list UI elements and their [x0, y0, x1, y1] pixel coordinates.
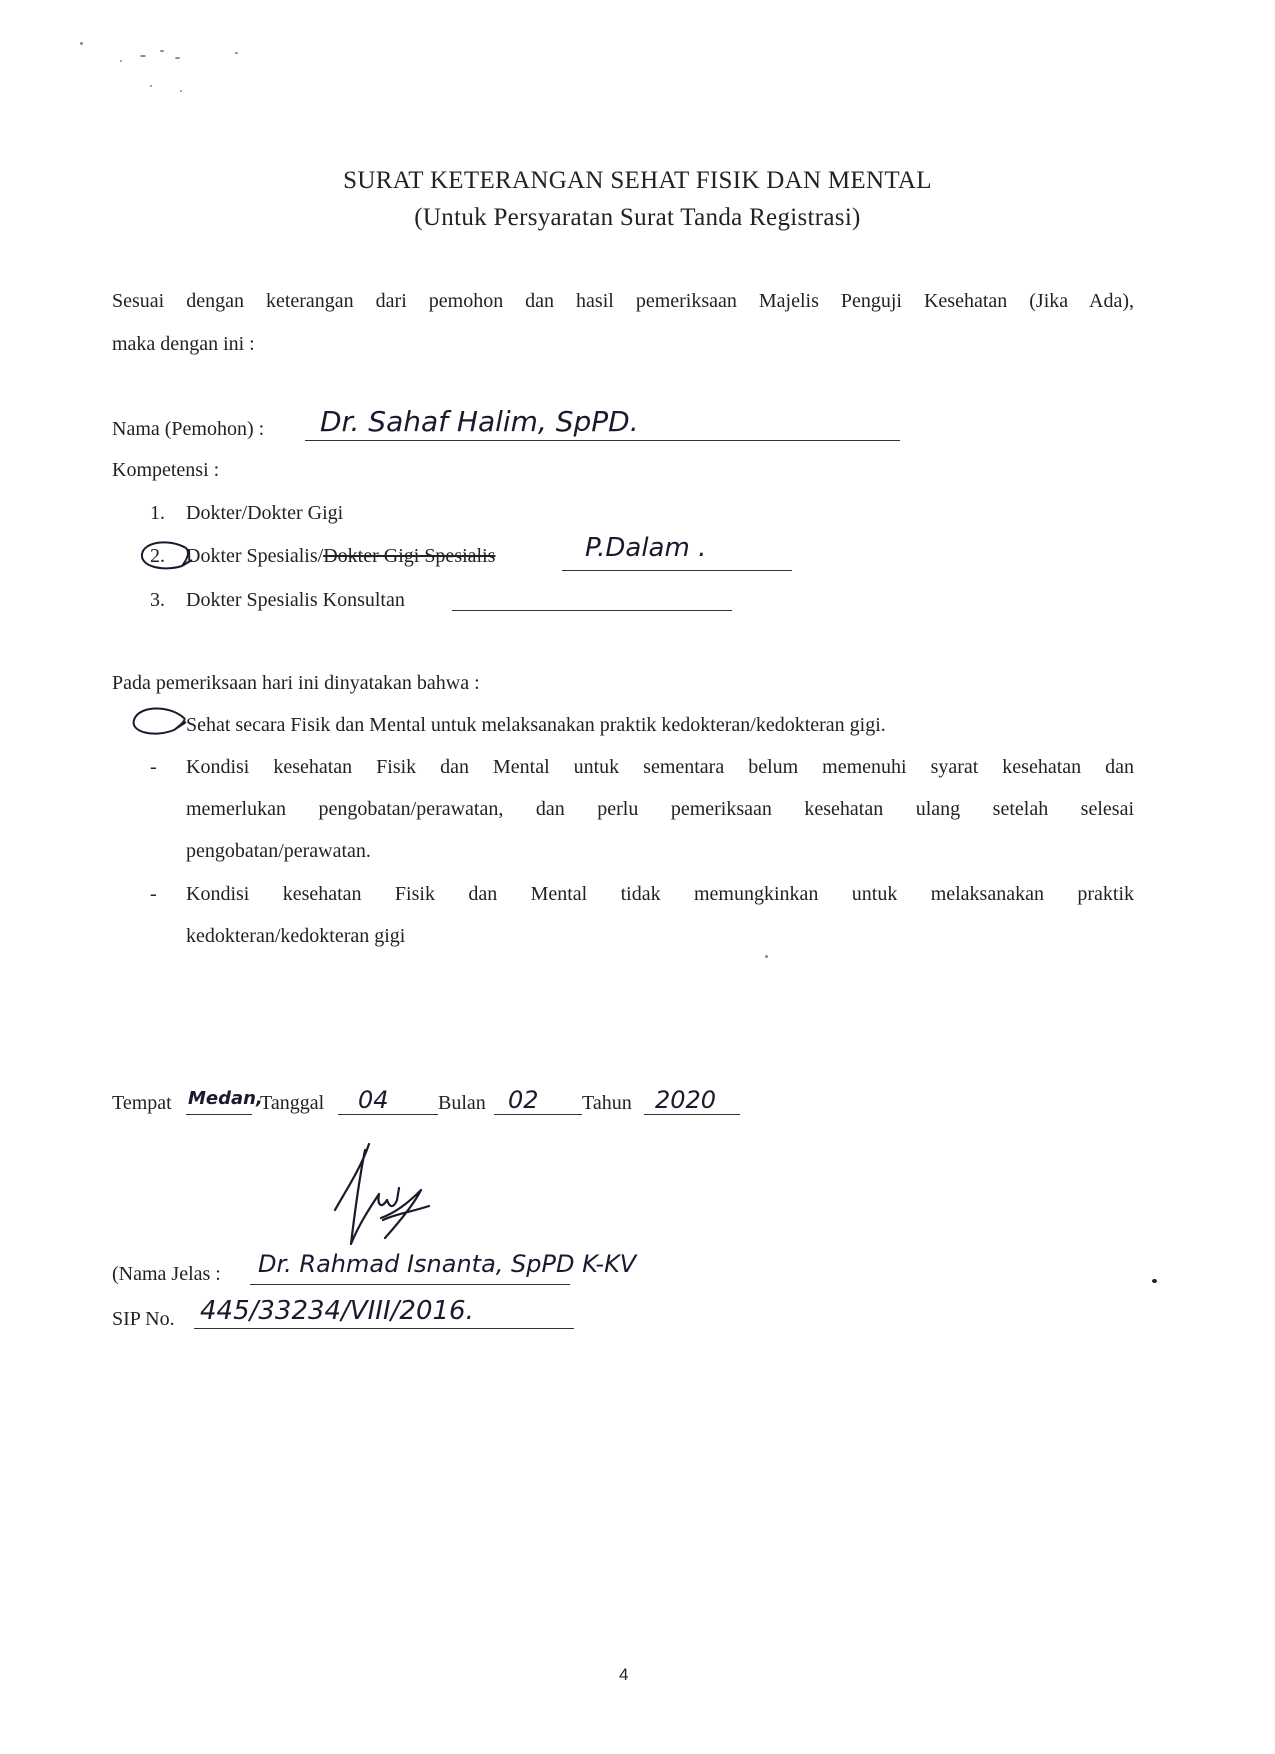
exam-option-2-line-2: memerlukan pengobatan/perawatan, dan perlu pemeriksaan kesehatan ulang setelah selesai: [186, 798, 1134, 820]
place-value: Medan,: [188, 1088, 263, 1109]
competence-2-value: P.Dalam .: [585, 533, 707, 563]
competence-2-line: [562, 570, 792, 571]
signatory-name-value: Dr. Rahmad Isnanta, SpPD K-KV: [258, 1250, 637, 1278]
place-line: [186, 1114, 252, 1115]
competence-2-number: 2.: [150, 545, 165, 567]
competence-2-label: Dokter Spesialis/: [186, 545, 324, 567]
sip-line: [194, 1328, 574, 1329]
intro-line-2: maka dengan ini :: [112, 333, 255, 355]
exam-option-2-line-1: Kondisi kesehatan Fisik dan Mental untuk sementara belum memenuhi syarat kesehatan dan: [186, 756, 1134, 778]
exam-option-3-bullet: -: [150, 883, 157, 905]
signatory-name-line: [250, 1284, 570, 1285]
year-label: Tahun: [582, 1092, 632, 1114]
competence-1-text: Dokter/Dokter Gigi: [186, 502, 344, 524]
day-line: [338, 1114, 438, 1115]
competence-1-number: 1.: [150, 502, 165, 524]
page-number: 4: [619, 1665, 629, 1684]
sip-value: 445/33234/VIII/2016.: [200, 1296, 474, 1326]
competence-2-text: [186, 545, 495, 568]
month-label: Bulan: [438, 1092, 486, 1114]
competence-3-number: 3.: [150, 589, 165, 611]
applicant-name-line: [305, 440, 900, 441]
competence-3-text: Dokter Spesialis Konsultan: [186, 589, 405, 611]
exam-option-1-line-1: Sehat secara Fisik dan Mental untuk melaksanakan praktik kedokteran/kedokteran gigi.: [186, 714, 886, 736]
place-label: Tempat: [112, 1092, 172, 1114]
exam-option-3-line-2: kedokteran/kedokteran gigi: [186, 925, 406, 947]
examination-intro: Pada pemeriksaan hari ini dinyatakan bahwa :: [112, 672, 480, 694]
exam-option-2-bullet: -: [150, 756, 157, 778]
month-value: 02: [508, 1086, 539, 1114]
month-line: [494, 1114, 582, 1115]
competence-2-struck-text: Dokter Gigi Spesialis: [323, 545, 496, 567]
year-value: 2020: [655, 1086, 717, 1114]
year-line: [644, 1114, 740, 1115]
signature-image: [325, 1140, 445, 1250]
exam-option-3-line-1: Kondisi kesehatan Fisik dan Mental tidak memungkinkan untuk melaksanakan praktik: [186, 883, 1134, 905]
intro-line-1: Sesuai dengan keterangan dari pemohon dan hasil pemeriksaan Majelis Penguji Kesehatan (Jika Ada),: [112, 290, 1134, 312]
signatory-name-label: (Nama Jelas :: [112, 1263, 221, 1285]
applicant-name-value: Dr. Sahaf Halim, SpPD.: [320, 405, 639, 438]
document-subtitle: (Untuk Persyaratan Surat Tanda Registrasi): [414, 204, 861, 231]
applicant-name-label: Nama (Pemohon) :: [112, 418, 265, 440]
competence-3-line: [452, 610, 732, 611]
selection-circle-icon: [128, 702, 190, 740]
sip-label: SIP No.: [112, 1308, 175, 1330]
day-label: Tanggal: [260, 1092, 325, 1114]
document-title: SURAT KETERANGAN SEHAT FISIK DAN MENTAL: [343, 167, 932, 194]
exam-option-2-line-3: pengobatan/perawatan.: [186, 840, 371, 862]
day-value: 04: [358, 1086, 389, 1114]
competence-label: Kompetensi :: [112, 459, 220, 481]
